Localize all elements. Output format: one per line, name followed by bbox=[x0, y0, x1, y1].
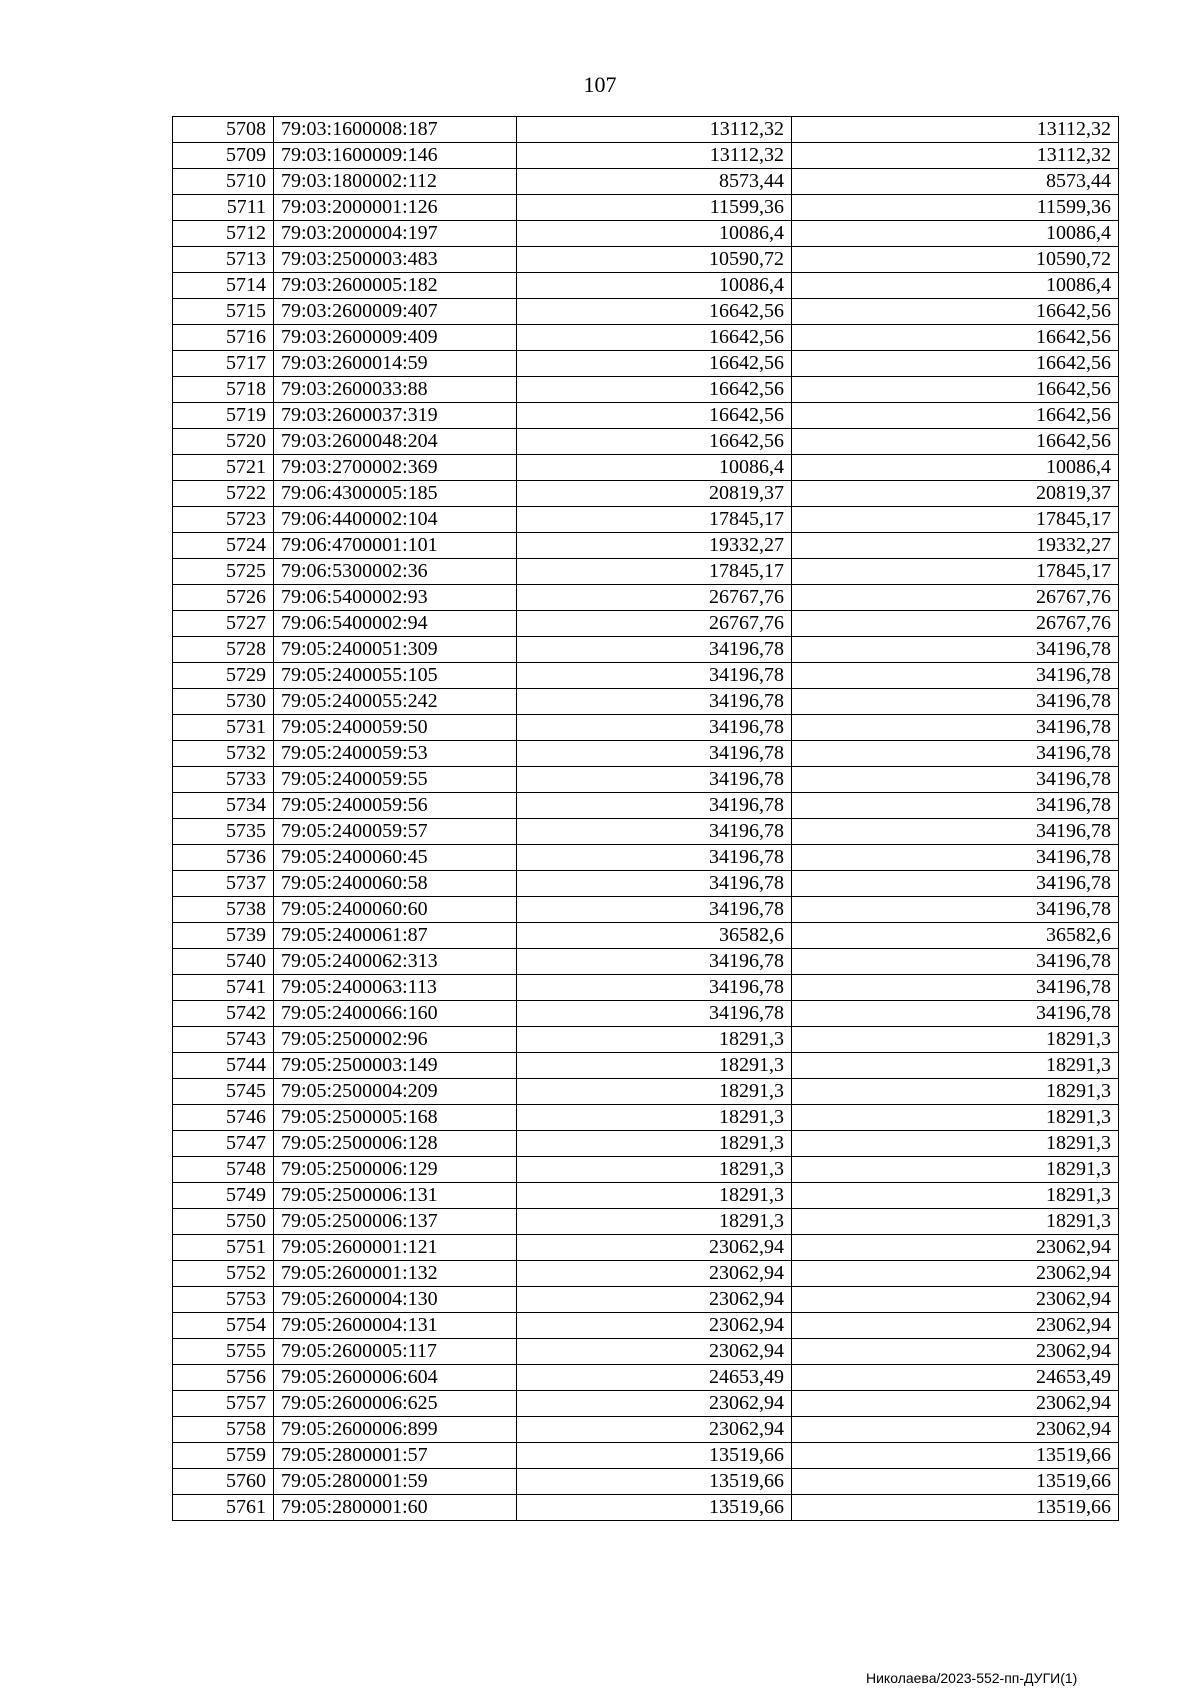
value-cell: 34196,78 bbox=[517, 871, 792, 897]
value-cell: 13519,66 bbox=[792, 1469, 1119, 1495]
row-number: 5719 bbox=[173, 403, 274, 429]
cadastral-number: 79:05:2800001:59 bbox=[274, 1469, 517, 1495]
value-cell: 23062,94 bbox=[792, 1287, 1119, 1313]
table-row bbox=[173, 975, 1119, 1001]
row-number: 5709 bbox=[173, 143, 274, 169]
cadastral-number: 79:05:2600001:132 bbox=[274, 1261, 517, 1287]
table-row bbox=[173, 403, 1119, 429]
table-row bbox=[173, 1027, 1119, 1053]
row-number: 5749 bbox=[173, 1183, 274, 1209]
table-row bbox=[173, 455, 1119, 481]
value-cell: 34196,78 bbox=[517, 637, 792, 663]
cadastral-number: 79:05:2600004:131 bbox=[274, 1313, 517, 1339]
value-cell: 34196,78 bbox=[792, 819, 1119, 845]
cadastral-number: 79:05:2400059:57 bbox=[274, 819, 517, 845]
value-cell: 23062,94 bbox=[792, 1391, 1119, 1417]
cadastral-number: 79:05:2600006:899 bbox=[274, 1417, 517, 1443]
row-number: 5746 bbox=[173, 1105, 274, 1131]
cadastral-number: 79:05:2400066:160 bbox=[274, 1001, 517, 1027]
row-number: 5736 bbox=[173, 845, 274, 871]
row-number: 5745 bbox=[173, 1079, 274, 1105]
table-row bbox=[173, 793, 1119, 819]
cadastral-number: 79:03:1800002:112 bbox=[274, 169, 517, 195]
value-cell: 34196,78 bbox=[517, 663, 792, 689]
row-number: 5750 bbox=[173, 1209, 274, 1235]
cadastral-number: 79:03:2600033:88 bbox=[274, 377, 517, 403]
row-number: 5757 bbox=[173, 1391, 274, 1417]
row-number: 5751 bbox=[173, 1235, 274, 1261]
value-cell: 17845,17 bbox=[517, 507, 792, 533]
cadastral-number: 79:06:5400002:94 bbox=[274, 611, 517, 637]
value-cell: 23062,94 bbox=[517, 1391, 792, 1417]
row-number: 5728 bbox=[173, 637, 274, 663]
value-cell: 13519,66 bbox=[792, 1443, 1119, 1469]
cadastral-number: 79:05:2400051:309 bbox=[274, 637, 517, 663]
row-number: 5743 bbox=[173, 1027, 274, 1053]
value-cell: 13112,32 bbox=[517, 117, 792, 143]
table-row bbox=[173, 1417, 1119, 1443]
table-row bbox=[173, 897, 1119, 923]
value-cell: 23062,94 bbox=[517, 1261, 792, 1287]
table-row bbox=[173, 819, 1119, 845]
row-number: 5722 bbox=[173, 481, 274, 507]
row-number: 5713 bbox=[173, 247, 274, 273]
value-cell: 18291,3 bbox=[517, 1053, 792, 1079]
value-cell: 34196,78 bbox=[792, 845, 1119, 871]
row-number: 5735 bbox=[173, 819, 274, 845]
value-cell: 18291,3 bbox=[792, 1079, 1119, 1105]
value-cell: 23062,94 bbox=[517, 1235, 792, 1261]
value-cell: 17845,17 bbox=[792, 507, 1119, 533]
table-row bbox=[173, 923, 1119, 949]
value-cell: 23062,94 bbox=[517, 1417, 792, 1443]
value-cell: 36582,6 bbox=[517, 923, 792, 949]
row-number: 5760 bbox=[173, 1469, 274, 1495]
table-row bbox=[173, 1469, 1119, 1495]
cadastral-values-table bbox=[172, 116, 1119, 1521]
cadastral-number: 79:05:2400059:53 bbox=[274, 741, 517, 767]
table-row bbox=[173, 949, 1119, 975]
row-number: 5720 bbox=[173, 429, 274, 455]
row-number: 5711 bbox=[173, 195, 274, 221]
value-cell: 13519,66 bbox=[517, 1469, 792, 1495]
row-number: 5725 bbox=[173, 559, 274, 585]
table-row bbox=[173, 1053, 1119, 1079]
cadastral-number: 79:03:2700002:369 bbox=[274, 455, 517, 481]
table-row bbox=[173, 611, 1119, 637]
row-number: 5741 bbox=[173, 975, 274, 1001]
value-cell: 16642,56 bbox=[517, 429, 792, 455]
row-number: 5753 bbox=[173, 1287, 274, 1313]
row-number: 5732 bbox=[173, 741, 274, 767]
value-cell: 18291,3 bbox=[517, 1183, 792, 1209]
row-number: 5755 bbox=[173, 1339, 274, 1365]
value-cell: 23062,94 bbox=[792, 1313, 1119, 1339]
cadastral-number: 79:05:2500004:209 bbox=[274, 1079, 517, 1105]
value-cell: 10086,4 bbox=[792, 273, 1119, 299]
table-row bbox=[173, 559, 1119, 585]
value-cell: 34196,78 bbox=[517, 1001, 792, 1027]
value-cell: 10086,4 bbox=[517, 455, 792, 481]
row-number: 5754 bbox=[173, 1313, 274, 1339]
value-cell: 18291,3 bbox=[517, 1105, 792, 1131]
value-cell: 16642,56 bbox=[517, 351, 792, 377]
table-row bbox=[173, 169, 1119, 195]
table-row bbox=[173, 1105, 1119, 1131]
table-body bbox=[173, 117, 1119, 1521]
page-number: 107 bbox=[583, 72, 617, 97]
row-number: 5761 bbox=[173, 1495, 274, 1521]
value-cell: 34196,78 bbox=[792, 793, 1119, 819]
cadastral-number: 79:03:2600009:409 bbox=[274, 325, 517, 351]
value-cell: 34196,78 bbox=[792, 871, 1119, 897]
value-cell: 34196,78 bbox=[792, 1001, 1119, 1027]
cadastral-number: 79:06:4400002:104 bbox=[274, 507, 517, 533]
row-number: 5729 bbox=[173, 663, 274, 689]
value-cell: 34196,78 bbox=[792, 663, 1119, 689]
table-row bbox=[173, 585, 1119, 611]
value-cell: 34196,78 bbox=[792, 949, 1119, 975]
document-reference-footer: Николаева/2023-552-пп-ДУГИ(1) bbox=[866, 1670, 1078, 1686]
value-cell: 23062,94 bbox=[792, 1235, 1119, 1261]
value-cell: 34196,78 bbox=[517, 767, 792, 793]
table-row bbox=[173, 1339, 1119, 1365]
value-cell: 34196,78 bbox=[792, 715, 1119, 741]
table-row bbox=[173, 117, 1119, 143]
value-cell: 34196,78 bbox=[517, 793, 792, 819]
table-row bbox=[173, 481, 1119, 507]
value-cell: 18291,3 bbox=[792, 1183, 1119, 1209]
cadastral-number: 79:05:2400055:242 bbox=[274, 689, 517, 715]
value-cell: 17845,17 bbox=[517, 559, 792, 585]
value-cell: 26767,76 bbox=[792, 585, 1119, 611]
value-cell: 18291,3 bbox=[792, 1027, 1119, 1053]
table-row bbox=[173, 715, 1119, 741]
row-number: 5724 bbox=[173, 533, 274, 559]
value-cell: 34196,78 bbox=[517, 897, 792, 923]
value-cell: 34196,78 bbox=[517, 689, 792, 715]
row-number: 5744 bbox=[173, 1053, 274, 1079]
value-cell: 34196,78 bbox=[792, 689, 1119, 715]
value-cell: 18291,3 bbox=[792, 1157, 1119, 1183]
cadastral-number: 79:05:2500006:131 bbox=[274, 1183, 517, 1209]
cadastral-number: 79:05:2600006:625 bbox=[274, 1391, 517, 1417]
value-cell: 23062,94 bbox=[517, 1287, 792, 1313]
value-cell: 34196,78 bbox=[792, 975, 1119, 1001]
cadastral-number: 79:05:2500002:96 bbox=[274, 1027, 517, 1053]
value-cell: 10086,4 bbox=[517, 221, 792, 247]
table-row bbox=[173, 845, 1119, 871]
value-cell: 16642,56 bbox=[792, 325, 1119, 351]
cadastral-number: 79:05:2400061:87 bbox=[274, 923, 517, 949]
value-cell: 36582,6 bbox=[792, 923, 1119, 949]
table-row bbox=[173, 273, 1119, 299]
cadastral-number: 79:05:2400063:113 bbox=[274, 975, 517, 1001]
value-cell: 23062,94 bbox=[792, 1339, 1119, 1365]
cadastral-number: 79:03:1600008:187 bbox=[274, 117, 517, 143]
value-cell: 10086,4 bbox=[517, 273, 792, 299]
value-cell: 13519,66 bbox=[792, 1495, 1119, 1521]
cadastral-number: 79:05:2600006:604 bbox=[274, 1365, 517, 1391]
value-cell: 18291,3 bbox=[517, 1027, 792, 1053]
row-number: 5734 bbox=[173, 793, 274, 819]
table-row bbox=[173, 741, 1119, 767]
value-cell: 34196,78 bbox=[792, 741, 1119, 767]
value-cell: 18291,3 bbox=[792, 1131, 1119, 1157]
row-number: 5737 bbox=[173, 871, 274, 897]
cadastral-number: 79:05:2600005:117 bbox=[274, 1339, 517, 1365]
value-cell: 23062,94 bbox=[517, 1339, 792, 1365]
value-cell: 20819,37 bbox=[517, 481, 792, 507]
row-number: 5726 bbox=[173, 585, 274, 611]
value-cell: 18291,3 bbox=[792, 1053, 1119, 1079]
table-row bbox=[173, 377, 1119, 403]
row-number: 5712 bbox=[173, 221, 274, 247]
row-number: 5721 bbox=[173, 455, 274, 481]
cadastral-number: 79:05:2500003:149 bbox=[274, 1053, 517, 1079]
row-number: 5748 bbox=[173, 1157, 274, 1183]
value-cell: 16642,56 bbox=[517, 377, 792, 403]
cadastral-number: 79:05:2400062:313 bbox=[274, 949, 517, 975]
row-number: 5756 bbox=[173, 1365, 274, 1391]
row-number: 5739 bbox=[173, 923, 274, 949]
value-cell: 34196,78 bbox=[517, 949, 792, 975]
row-number: 5723 bbox=[173, 507, 274, 533]
cadastral-number: 79:05:2400060:60 bbox=[274, 897, 517, 923]
value-cell: 34196,78 bbox=[517, 845, 792, 871]
table-row bbox=[173, 767, 1119, 793]
value-cell: 10590,72 bbox=[792, 247, 1119, 273]
value-cell: 34196,78 bbox=[517, 715, 792, 741]
value-cell: 8573,44 bbox=[792, 169, 1119, 195]
row-number: 5715 bbox=[173, 299, 274, 325]
value-cell: 19332,27 bbox=[792, 533, 1119, 559]
row-number: 5710 bbox=[173, 169, 274, 195]
cadastral-number: 79:05:2800001:60 bbox=[274, 1495, 517, 1521]
cadastral-number: 79:05:2400055:105 bbox=[274, 663, 517, 689]
value-cell: 34196,78 bbox=[792, 897, 1119, 923]
cadastral-number: 79:05:2400059:50 bbox=[274, 715, 517, 741]
value-cell: 17845,17 bbox=[792, 559, 1119, 585]
value-cell: 16642,56 bbox=[792, 299, 1119, 325]
value-cell: 26767,76 bbox=[517, 585, 792, 611]
table-row bbox=[173, 1235, 1119, 1261]
cadastral-number: 79:05:2500006:137 bbox=[274, 1209, 517, 1235]
value-cell: 24653,49 bbox=[792, 1365, 1119, 1391]
row-number: 5747 bbox=[173, 1131, 274, 1157]
cadastral-number: 79:05:2600004:130 bbox=[274, 1287, 517, 1313]
row-number: 5714 bbox=[173, 273, 274, 299]
cadastral-number: 79:05:2500005:168 bbox=[274, 1105, 517, 1131]
row-number: 5758 bbox=[173, 1417, 274, 1443]
cadastral-number: 79:03:2600037:319 bbox=[274, 403, 517, 429]
table-row bbox=[173, 351, 1119, 377]
table-row bbox=[173, 1287, 1119, 1313]
table-row bbox=[173, 637, 1119, 663]
table-row bbox=[173, 663, 1119, 689]
table-row bbox=[173, 195, 1119, 221]
value-cell: 34196,78 bbox=[517, 975, 792, 1001]
value-cell: 8573,44 bbox=[517, 169, 792, 195]
table-row bbox=[173, 1391, 1119, 1417]
table-row bbox=[173, 299, 1119, 325]
cadastral-number: 79:03:2600005:182 bbox=[274, 273, 517, 299]
value-cell: 26767,76 bbox=[792, 611, 1119, 637]
value-cell: 18291,3 bbox=[517, 1131, 792, 1157]
cadastral-number: 79:03:2000004:197 bbox=[274, 221, 517, 247]
value-cell: 24653,49 bbox=[517, 1365, 792, 1391]
cadastral-number: 79:05:2500006:129 bbox=[274, 1157, 517, 1183]
value-cell: 18291,3 bbox=[517, 1209, 792, 1235]
table-row bbox=[173, 533, 1119, 559]
row-number: 5718 bbox=[173, 377, 274, 403]
table-row bbox=[173, 221, 1119, 247]
value-cell: 13112,32 bbox=[792, 143, 1119, 169]
table-row bbox=[173, 1365, 1119, 1391]
table-row bbox=[173, 1157, 1119, 1183]
value-cell: 34196,78 bbox=[792, 637, 1119, 663]
cadastral-number: 79:06:5400002:93 bbox=[274, 585, 517, 611]
table-row bbox=[173, 1001, 1119, 1027]
row-number: 5742 bbox=[173, 1001, 274, 1027]
value-cell: 10590,72 bbox=[517, 247, 792, 273]
value-cell: 13112,32 bbox=[792, 117, 1119, 143]
cadastral-number: 79:03:2000001:126 bbox=[274, 195, 517, 221]
value-cell: 23062,94 bbox=[792, 1417, 1119, 1443]
row-number: 5740 bbox=[173, 949, 274, 975]
row-number: 5727 bbox=[173, 611, 274, 637]
value-cell: 23062,94 bbox=[517, 1313, 792, 1339]
table-row bbox=[173, 325, 1119, 351]
cadastral-number: 79:06:4300005:185 bbox=[274, 481, 517, 507]
value-cell: 16642,56 bbox=[517, 299, 792, 325]
value-cell: 34196,78 bbox=[517, 741, 792, 767]
table-row bbox=[173, 1131, 1119, 1157]
value-cell: 13112,32 bbox=[517, 143, 792, 169]
value-cell: 11599,36 bbox=[517, 195, 792, 221]
value-cell: 19332,27 bbox=[517, 533, 792, 559]
value-cell: 10086,4 bbox=[792, 455, 1119, 481]
value-cell: 34196,78 bbox=[792, 767, 1119, 793]
table-row bbox=[173, 1495, 1119, 1521]
value-cell: 16642,56 bbox=[792, 377, 1119, 403]
table-row bbox=[173, 1079, 1119, 1105]
table-row bbox=[173, 1261, 1119, 1287]
table-row bbox=[173, 507, 1119, 533]
row-number: 5731 bbox=[173, 715, 274, 741]
cadastral-number: 79:05:2400060:58 bbox=[274, 871, 517, 897]
cadastral-number: 79:05:2500006:128 bbox=[274, 1131, 517, 1157]
value-cell: 18291,3 bbox=[517, 1157, 792, 1183]
value-cell: 13519,66 bbox=[517, 1443, 792, 1469]
value-cell: 18291,3 bbox=[792, 1105, 1119, 1131]
value-cell: 16642,56 bbox=[792, 429, 1119, 455]
value-cell: 13519,66 bbox=[517, 1495, 792, 1521]
cadastral-number: 79:05:2400059:56 bbox=[274, 793, 517, 819]
value-cell: 10086,4 bbox=[792, 221, 1119, 247]
value-cell: 16642,56 bbox=[792, 403, 1119, 429]
value-cell: 18291,3 bbox=[517, 1079, 792, 1105]
cadastral-number: 79:05:2400059:55 bbox=[274, 767, 517, 793]
value-cell: 26767,76 bbox=[517, 611, 792, 637]
row-number: 5759 bbox=[173, 1443, 274, 1469]
cadastral-number: 79:03:2600009:407 bbox=[274, 299, 517, 325]
value-cell: 16642,56 bbox=[517, 403, 792, 429]
cadastral-number: 79:03:2600014:59 bbox=[274, 351, 517, 377]
value-cell: 16642,56 bbox=[792, 351, 1119, 377]
cadastral-number: 79:06:4700001:101 bbox=[274, 533, 517, 559]
table-row bbox=[173, 689, 1119, 715]
row-number: 5716 bbox=[173, 325, 274, 351]
table-row bbox=[173, 247, 1119, 273]
row-number: 5738 bbox=[173, 897, 274, 923]
table-row bbox=[173, 143, 1119, 169]
row-number: 5717 bbox=[173, 351, 274, 377]
table-row bbox=[173, 1183, 1119, 1209]
value-cell: 16642,56 bbox=[517, 325, 792, 351]
row-number: 5708 bbox=[173, 117, 274, 143]
cadastral-number: 79:03:1600009:146 bbox=[274, 143, 517, 169]
value-cell: 20819,37 bbox=[792, 481, 1119, 507]
cadastral-number: 79:05:2600001:121 bbox=[274, 1235, 517, 1261]
value-cell: 18291,3 bbox=[792, 1209, 1119, 1235]
row-number: 5752 bbox=[173, 1261, 274, 1287]
cadastral-number: 79:05:2400060:45 bbox=[274, 845, 517, 871]
table-row bbox=[173, 1313, 1119, 1339]
table-row bbox=[173, 1443, 1119, 1469]
table-row bbox=[173, 429, 1119, 455]
value-cell: 23062,94 bbox=[792, 1261, 1119, 1287]
value-cell: 11599,36 bbox=[792, 195, 1119, 221]
cadastral-number: 79:05:2800001:57 bbox=[274, 1443, 517, 1469]
table-row bbox=[173, 1209, 1119, 1235]
row-number: 5730 bbox=[173, 689, 274, 715]
cadastral-number: 79:03:2600048:204 bbox=[274, 429, 517, 455]
cadastral-number: 79:03:2500003:483 bbox=[274, 247, 517, 273]
cadastral-number: 79:06:5300002:36 bbox=[274, 559, 517, 585]
row-number: 5733 bbox=[173, 767, 274, 793]
value-cell: 34196,78 bbox=[517, 819, 792, 845]
table-row bbox=[173, 871, 1119, 897]
